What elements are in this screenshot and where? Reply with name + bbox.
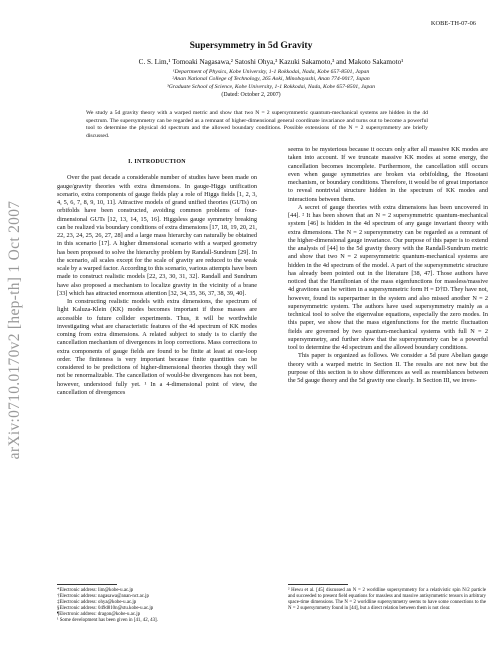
report-number: KOBE-TH-07-06 (430, 20, 476, 27)
affiliation-2: ²Anan National College of Technology, 265 Aoki, Minobayashi, Anan 774-0017, Japan (172, 76, 370, 83)
arxiv-identifier: arXiv:0710.0170v2 [hep-th] 1 Oct 2007 (6, 200, 23, 460)
body-paragraph: seems to be mysterious because it occurs only after all massive KK modes are taken into account. If we truncate massive KK modes at some energy, the cancellation becomes incomplete. Furthermore, the cancellation still occurs even when gauge symmetries are broken via orbifolding, the Hosotani mechanism, or boundary conditions. Therefore, it would be of great importance to reveal nontrivial structure hidden in the spectrum of KK modes and interactions between them. (288, 146, 488, 203)
footnote-email-5: ¶Electronic address: dragon@kobe-u.ac.jp (57, 612, 141, 618)
affiliation-1: ¹Department of Physics, Kobe University, 1-1 Rokkodai, Nada, Kobe 657-8501, Japan (172, 69, 370, 75)
affiliation-3: ³Graduate School of Science, Kobe University, 1-1 Rokkodai, Nada, Kobe 657-8501, Japan (167, 83, 375, 90)
footnote-email-3: ‡Electronic address: ohya@kobe-u.ac.jp (57, 600, 137, 606)
footnote-1: ¹ Some development has been given in [41, 42, 43]. (57, 618, 158, 624)
footnotes-left (57, 588, 255, 625)
footnote-email-2: †Electronic address: nagasawa@anan-nct.ac.jp (57, 594, 149, 600)
footnote-rule-left (57, 584, 117, 585)
body-paragraph: In constructing realistic models with extra dimensions, the spectrum of light Kaluza-Klein (KK) modes becomes important if those masses are accessible to future collider experiments. Thus, it will be worthwhile investigating what are characteristic features of the 4d spectrum of KK modes coming from extra dimensions. A related subject to study is to clarify the cancellation mechanism of divergences in loop corrections. Mass corrections to extra components of gauge fields are found to be finite at least at one-loop order. The finiteness is very important because finite quantities can be considered to be predictions of higher-dimensional theories though they will not be renormalizable. The cancellation of would-be divergences has not been, however, understood fully yet. ¹ In a 4-dimensional point of view, the cancellation of divergences (57, 298, 257, 396)
footnote-rule-right (288, 584, 348, 585)
left-column (57, 146, 257, 397)
body-paragraph: A secret of gauge theories with extra dimensions has been uncovered in [44]. ² It has been shown that an N = 2 supersymmetric quantum-mechanical system [46] is hidden in the 4d spectrum of any gauge invariant theory with extra dimensions. The N = 2 supersymmetry can be regarded as a remnant of the higher-dimensional gauge invariance. Our purpose of this paper is to extend the analysis of [44] to the 5d gravity theory with the Randall-Sundrum metric and show that two N = 2 supersymmetric quantum-mechanical systems are hidden in the 4d spectrum of the model. A part of the supersymmetric structure has already been pointed out in the literature [38, 47]. Those authors have noticed that the Hamiltonian of the mass eigenfunctions for massless/massive 4d gravitons can be written in a supersymmetric form H = D†D. They have not, however, found its superpartner in the system and also missed another N = 2 supersymmetric system. The authors have used supersymmetry mainly as a technical tool to solve the eigenvalue equations, especially the zero modes. In this paper, we show that the mass eigenfunctions for the metric fluctuation fields are governed by two quantum-mechanical systems with full N = 2 supersymmetry, and further show that the supersymmetry can be a powerful tool to determine the 4d spectrum and the allowed boundary conditions. (288, 203, 488, 351)
footnote-email-1: *Electronic address: lim@kobe-u.ac.jp (57, 588, 134, 593)
section-heading-introduction: I. INTRODUCTION (128, 159, 186, 165)
footnote-2: ² Hewu et al. [45] discussed an N = 2 worldline supersymmetry for a relativistic spin N/2 particle and succeeded to present field equations for massless and massive antisymmetric tensors in arbitrary space-time dimensions. The N = 2 worldline supersymmetry seems to have some connections to the N = 2 supersymmetry found in [44], but a direct relation between them is not clear. (288, 588, 486, 612)
abstract: We study a 5d gravity theory with a warped metric and show that two N = 2 supersymmetric quantum-mechanical systems are hidden in the 4d spectrum. The supersymmetry can be regarded as a remnant of higher-dimensional general coordinate invariance and turns out to become a powerful tool to determine the physical 4d spectrum and the allowed boundary conditions. Possible extensions of the N = 2 supersymmetry are briefly discussed. (86, 110, 428, 139)
affiliations (60, 69, 482, 91)
arxiv-sidebar-stamp (4, 150, 26, 510)
footnote-email-4: §Electronic address: 049d810n@stu.kobe-u.ac.jp (57, 606, 154, 612)
body-paragraph: This paper is organized as follows. We consider a 5d pure Abelian gauge theory with a warped metric in Section II. The results are not new but the purpose of this section is to show differences as well as resemblances between the 5d gauge theory and the 5d gravity one clearly. In Section III, we inves- (288, 352, 488, 384)
paper-title: Supersymmetry in 5d Gravity (189, 40, 313, 51)
right-column (288, 146, 488, 385)
author-list: C. S. Lim,¹ Tomoaki Nagasawa,² Satoshi Ohya,³ Kazuki Sakamoto,³ and Makoto Sakamoto¹ (138, 58, 404, 66)
paper-date: (Dated: October 2, 2007) (221, 92, 281, 98)
body-paragraph: Over the past decade a considerable number of studies have been made on gauge/gravity theories with extra dimensions. In gauge-Higgs unification scenario, extra components of gauge fields play a role of Higgs fields [1, 2, 3, 4, 5, 6, 7, 8, 9, 10, 11]. Attractive models of grand unified theories (GUTs) on orbifolds have been constructed, avoiding common problems of four-dimensional GUTs [12, 13, 14, 15, 16]. Higgsless gauge symmetry breaking can be realized via boundary conditions of extra dimensions [17, 18, 19, 20, 21, 22, 23, 24, 25, 26, 27, 28] and a large mass hierarchy can naturally be obtained in this scenario [17]. A higher dimensional scenario with a warped geometry has been proposed to solve the hierarchy problem by Randall-Sundrum [29]. In the scenario, all scales except for the scale of gravity are reduced to the weak scale by a warped factor. According to this scenario, various attempts have been made to construct realistic models [22, 23, 30, 31, 32]. Randall and Sundrum have also proposed a mechanism to localize gravity in the vicinity of a brane [33] which has attracted enormous attention [32, 34, 35, 36, 37, 38, 39, 40]. (57, 174, 257, 297)
